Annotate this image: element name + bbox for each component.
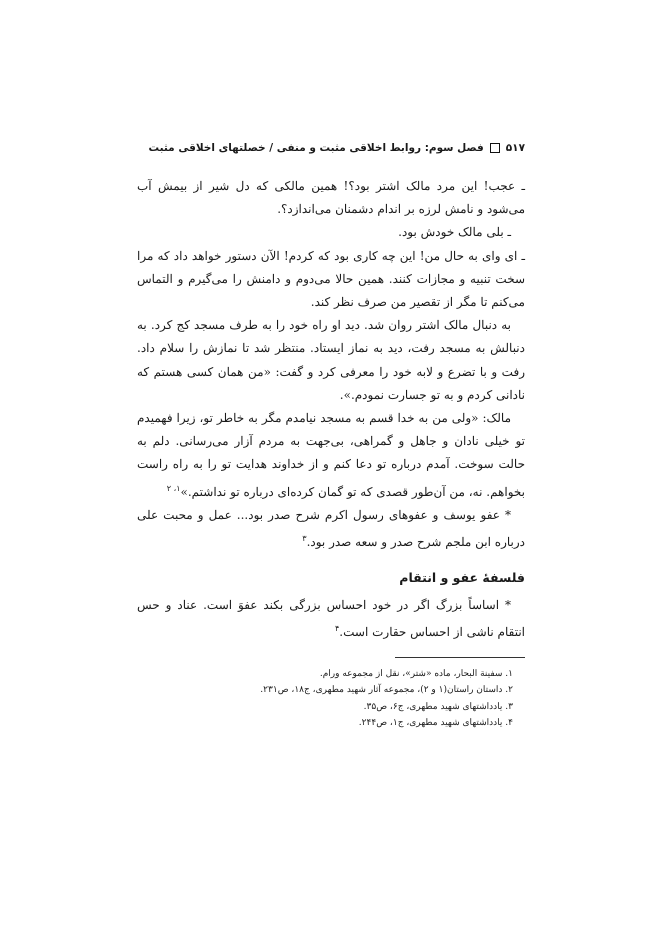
footnote-3: ۳. یادداشتهای شهید مطهری، ج۶، ص۳۵. xyxy=(363,701,513,712)
section-paragraph-text: * اساساً بزرگ اگر در خود احساس بزرگی بکند عفوَ است. عناد و حس انتقام ناشی از احساس حقارت است. xyxy=(137,598,525,640)
book-page xyxy=(137,140,525,732)
paragraph-5-text: مالک: «ولی من به خدا قسم به مسجد نیامدم مگر به خاطر تو، زیرا فهمیدم تو خیلی نادان و جاهل و گمراهی، بی‌جهت به مردم آزار می‌رسانی. دلم به حالت سوخت. آمدم درباره تو دعا کنم و از خداوند هدایت تو را به راه راست بخواهم. نه، من آن‌طور قصدی که تو گمان کرده‌ای درباره تو نداشتم.» xyxy=(137,411,525,499)
section-title: فلسفهٔ عفو و انتقام xyxy=(399,570,525,586)
footnote-ref: ۱، ۲ xyxy=(166,483,181,493)
footnote-ref: ۳ xyxy=(302,534,307,544)
section-paragraph xyxy=(137,594,525,644)
running-title: فصل سوم: روابط اخلاقی مثبت و منفی / خصلتهای اخلاقی مثبت xyxy=(148,142,484,154)
footnote-separator xyxy=(395,657,525,658)
paragraph-5 xyxy=(137,407,525,504)
square-bullet-icon xyxy=(490,143,500,153)
paragraph-1: ـ عجب! این مرد مالک اشتر بود؟! همین مالکی که دل شیر از بیمش آب می‌شود و نامش لرزه بر اندام دشمنان می‌اندازد؟. xyxy=(137,179,525,217)
footnote-4: ۴. یادداشتهای شهید مطهری، ج۱، ص۲۴۴. xyxy=(358,718,513,729)
footnote-ref: ۴ xyxy=(335,624,340,634)
paragraph-6 xyxy=(137,504,525,554)
footnote-1: ۱. سفینة البحار، ماده «شتر»، نقل از مجموعه ورام. xyxy=(319,668,513,679)
page-number: ۵۱۷ xyxy=(505,142,525,154)
paragraph-4: به دنبال مالک اشتر روان شد. دید او راه خود را به طرف مسجد کج کرد. به دنبالش به مسجد رفت، دید به نماز ایستاد. منتظر شد تا نمازش را سلام داد. رفت و با تضرع و لابه خود را معرفی کرد و گفت: «من همان کسی هستم که نادانی کردم و به تو جسارت نمودم.». xyxy=(137,318,525,402)
footnote-2: ۲. داستان راستان(۱ و ۲)، مجموعه آثار شهید مطهری، ج۱۸، ص۲۳۱. xyxy=(260,685,513,696)
paragraph-3: ـ ای وای به حال من! این چه کاری بود که کردم! الآن دستور خواهد داد که مرا سخت تنبیه و مجازات کنند. همین حالا می‌دوم و دامنش را می‌گیرم و التماس می‌کنم تا مگر از تقصیر من صرف نظر کند. xyxy=(137,248,525,310)
running-header xyxy=(137,140,525,156)
paragraph-2: ـ بلی مالک خودش بود. xyxy=(398,225,511,240)
paragraph-6-text: * عفو یوسف و عفوهای رسول اکرم شرح صدر بود... عمل و محبت علی درباره ابن ملجم شرح صدر و سعه صدر بود. xyxy=(137,507,525,550)
